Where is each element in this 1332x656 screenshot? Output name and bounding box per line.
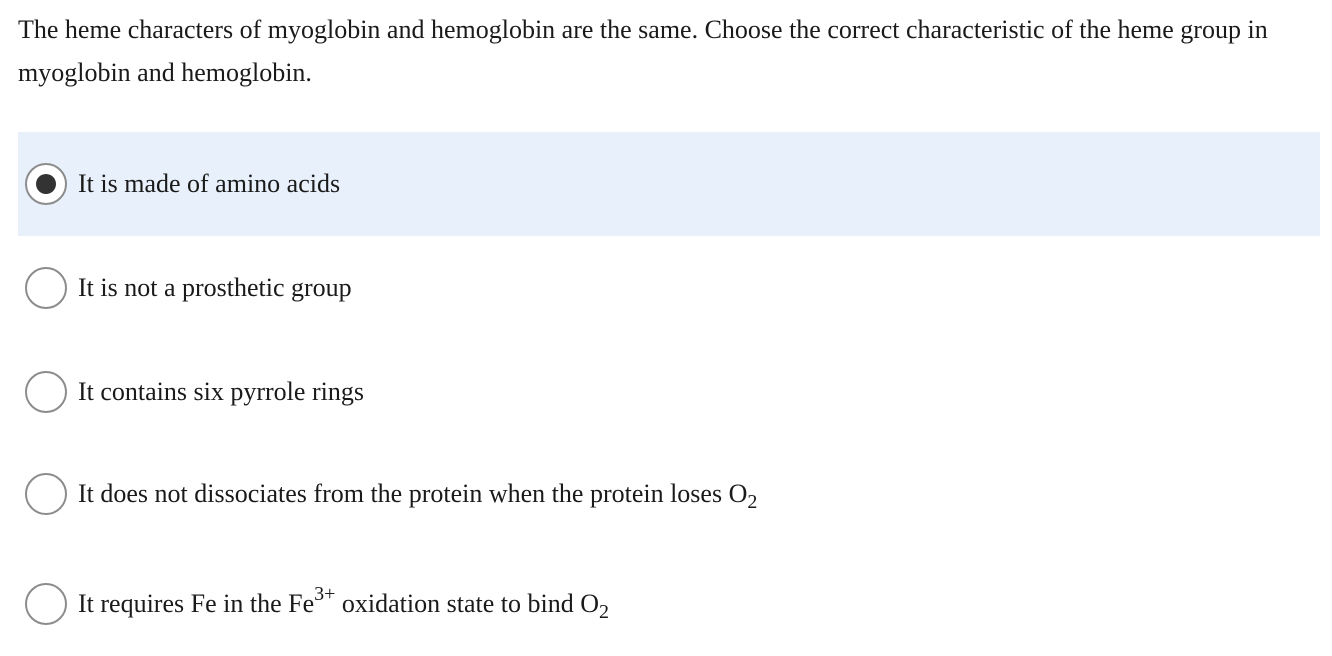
subscript: 2 [747,491,758,513]
answer-option-label [78,477,757,511]
answer-option-label: It is not a prosthetic group [78,273,352,302]
answer-option-text: It does not dissociates from the protein when the protein loses O [78,479,748,508]
radio-button[interactable] [25,371,67,413]
radio-button[interactable] [25,473,67,515]
answer-option-4[interactable] [18,442,1320,546]
answer-option-label: It is made of amino acids [78,169,341,198]
radio-button[interactable] [25,583,67,625]
question-text: The heme characters of myoglobin and hemoglobin are the same. Choose the correct characteristic of the heme group in myoglobin and hemoglobin. [18,15,1268,87]
answer-option-5[interactable] [18,552,1320,656]
answer-option-text: It requires Fe in the Fe [78,589,315,618]
answer-option-1[interactable] [18,132,1320,236]
radio-button-selected[interactable] [25,163,67,205]
subscript: 2 [598,601,609,623]
answer-option-label: It contains six pyrrole rings [78,377,364,406]
superscript: 3+ [314,583,336,605]
answer-option-2[interactable] [18,236,1320,340]
answer-option-text: oxidation state to bind O [335,589,599,618]
answer-option-3[interactable] [18,340,1320,444]
answer-option-label [78,583,609,623]
radio-button[interactable] [25,267,67,309]
